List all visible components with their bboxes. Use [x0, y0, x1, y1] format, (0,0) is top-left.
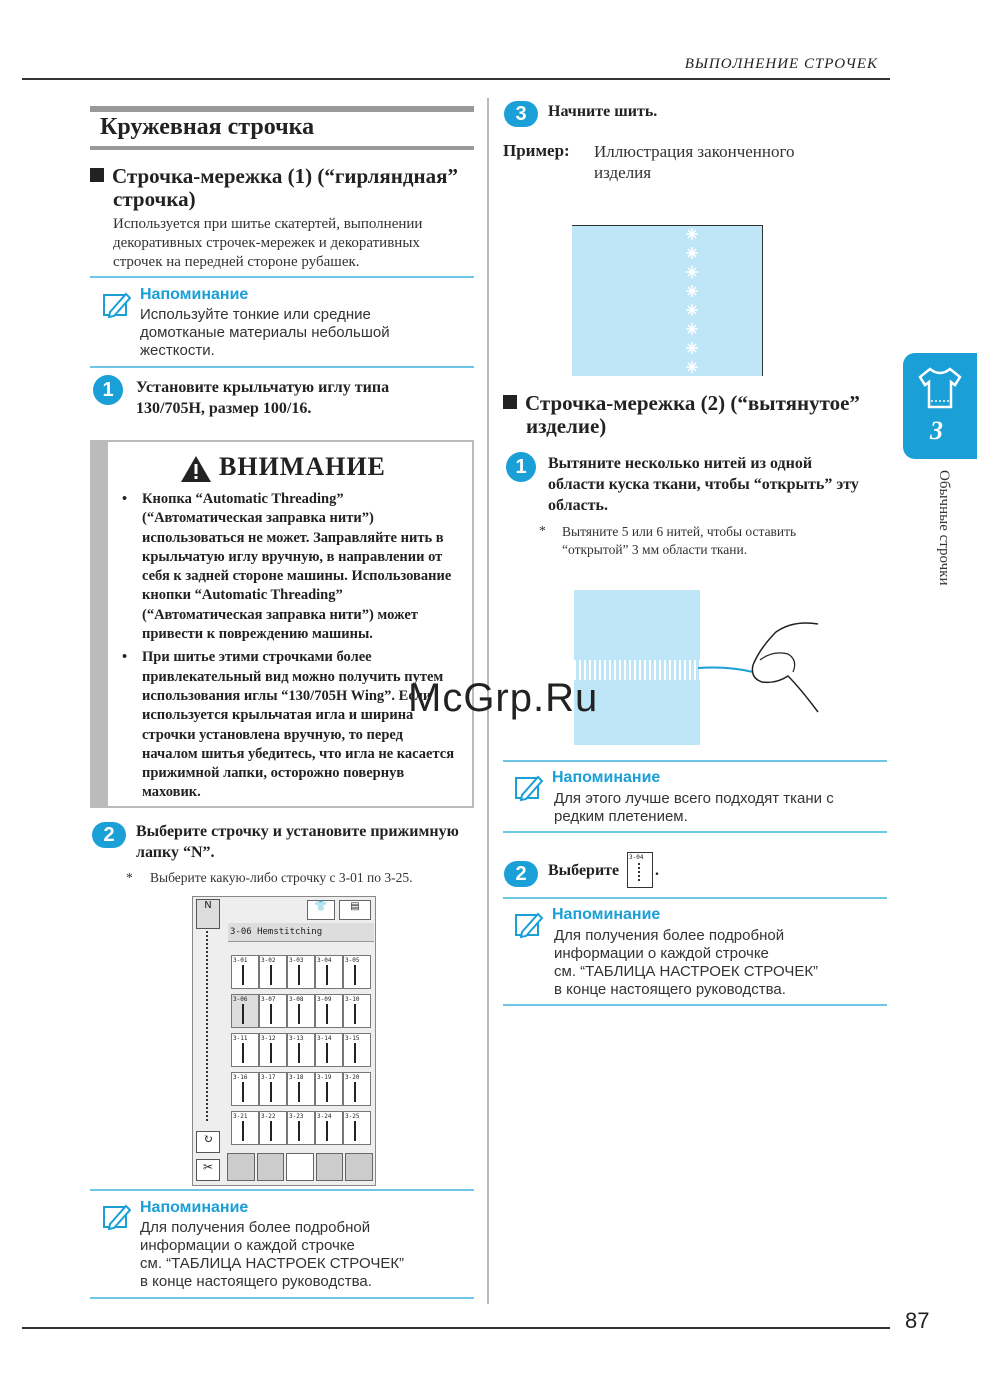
- section-bar-bottom: [90, 146, 474, 150]
- stitch-cell-label: 3-10: [345, 996, 360, 1003]
- stitch-glyph-icon: [354, 1043, 362, 1063]
- stitch-glyph-icon: [270, 1004, 278, 1024]
- warning-triangle-icon: [180, 455, 212, 483]
- stitch-cell[interactable]: [259, 1111, 287, 1145]
- subsection-title-2: Строчка-мережка (2) (“вытянутое” изделие): [503, 392, 860, 438]
- stitch-cell[interactable]: [287, 994, 315, 1028]
- stitch-cell[interactable]: [259, 1033, 287, 1067]
- step-note: Вытяните 5 или 6 нитей, чтобы оставить “открытой” 3 мм области ткани.: [562, 524, 797, 557]
- stitch-cell[interactable]: [231, 994, 259, 1028]
- stitch-glyph-icon: [298, 965, 306, 985]
- step-text: Вытяните несколько нитей из одной области куска ткани, чтобы “открыть” эту область.: [548, 455, 859, 514]
- stitch-cell-label: 3-22: [261, 1113, 276, 1120]
- stitch-glyph-icon: [270, 1121, 278, 1141]
- subsection-title-1: Строчка-мережка (1) (“гирляндная” строчка): [90, 165, 458, 211]
- stitch-cell-label: 3-04: [317, 957, 332, 964]
- stitch-cell[interactable]: [343, 994, 371, 1028]
- step-text: Начните шить.: [548, 103, 658, 120]
- category-tab[interactable]: [316, 1153, 344, 1181]
- pattern-menu-button[interactable]: ▤: [339, 900, 371, 920]
- stitch-cell[interactable]: [343, 1111, 371, 1145]
- stitch-cell[interactable]: [259, 955, 287, 989]
- page-number: 87: [905, 1308, 930, 1333]
- stitch-glyph-icon: [242, 1004, 250, 1024]
- hemstitch-pattern: [678, 226, 708, 376]
- stitch-cell-label: 3-08: [289, 996, 304, 1003]
- stitch-cell[interactable]: [259, 1072, 287, 1106]
- step-note: Выберите какую-либо строчку с 3-01 по 3-25.: [150, 870, 413, 885]
- stitch-cell[interactable]: [343, 1072, 371, 1106]
- shirt-button[interactable]: 👕: [307, 900, 335, 920]
- stitch-cell[interactable]: [231, 955, 259, 989]
- step-period: .: [655, 862, 659, 879]
- stitch-cell-label: 3-23: [289, 1113, 304, 1120]
- footer-rule: [22, 1327, 890, 1329]
- stitch-cell-label: 3-14: [317, 1035, 332, 1042]
- step-badge: 3: [504, 101, 538, 127]
- shirt-icon: [915, 363, 965, 411]
- stitch-cell-label: 3-20: [345, 1074, 360, 1081]
- note-rule: [503, 1004, 887, 1006]
- warning-item: • При шитье этими строчками более привлекательный вид можно получить путем использования иглы “130/705H Wing”. Если используется крыльчатая игла и ширина строчки установлена вручную, то перед началом шитья убедитесь, что игла не касается прижимной лапки, осторожно повернув маховик.: [122, 649, 455, 801]
- step-text: Выберите: [548, 862, 620, 879]
- step-badge: 2: [504, 861, 538, 887]
- stitch-glyph-icon: [242, 1043, 250, 1063]
- category-tab[interactable]: [227, 1153, 255, 1181]
- stitch-cell-label: 3-17: [261, 1074, 276, 1081]
- note-rule: [503, 897, 887, 899]
- stitch-cell-label: 3-07: [261, 996, 276, 1003]
- step-badge: 2: [92, 822, 126, 848]
- stitch-cell[interactable]: [315, 1033, 343, 1067]
- chapter-number: 3: [930, 416, 943, 445]
- stitch-glyph-icon: [354, 1004, 362, 1024]
- warning-list: [118, 490, 468, 807]
- stitch-glyph-icon: [242, 1121, 250, 1141]
- memo-pencil-icon: [102, 290, 132, 320]
- step-note-asterisk: *: [126, 870, 133, 885]
- stitch-name-display: 3-06 Hemstitching: [228, 923, 374, 942]
- memo-pencil-icon: [514, 910, 544, 940]
- step-text: Выберите строчку и установите прижимную лапку “N”.: [136, 823, 459, 861]
- stitch-cell-label: 3-18: [289, 1074, 304, 1081]
- note-title: Напоминание: [552, 906, 661, 923]
- stitch-cell[interactable]: [287, 1111, 315, 1145]
- note-rule: [90, 366, 474, 368]
- stitch-cell[interactable]: [287, 1033, 315, 1067]
- stitch-cell[interactable]: [287, 955, 315, 989]
- stitch-cell-label: 3-16: [233, 1074, 248, 1081]
- category-tab[interactable]: [257, 1153, 285, 1181]
- step-text: Установите крыльчатую иглу типа 130/705H, размер 100/16.: [136, 379, 390, 417]
- stitch-cell-label: 3-25: [345, 1113, 360, 1120]
- running-header: ВЫПОЛНЕНИЕ СТРОЧЕК: [684, 56, 878, 72]
- subsection-1-description: Используется при шитье скатертей, выполнении декоративных строчек-мережек и декоративных строчек на передней стороне рубашек.: [113, 216, 423, 270]
- stitch-glyph-icon: [354, 965, 362, 985]
- stitch-key-label: 3-04: [629, 854, 644, 861]
- stitch-cell-label: 3-21: [233, 1113, 248, 1120]
- stitch-cell-label: 3-02: [261, 957, 276, 964]
- stitch-glyph-icon: [242, 1082, 250, 1102]
- stitch-cell[interactable]: [231, 1072, 259, 1106]
- note-title: Напоминание: [552, 769, 661, 786]
- note-rule: [90, 1189, 474, 1191]
- stitch-3-04-key: [627, 852, 653, 888]
- finished-fabric-illustration: [572, 225, 763, 376]
- note-title: Напоминание: [140, 1199, 249, 1216]
- stitch-cell[interactable]: [315, 955, 343, 989]
- stitch-glyph-icon: [298, 1121, 306, 1141]
- stitch-cell-label: 3-01: [233, 957, 248, 964]
- step-note-asterisk: *: [539, 523, 546, 538]
- warning-item: • Кнопка “Automatic Threading” (“Автоматическая заправка нити”) использоваться не может. Заправляйте нить в крыльчатую иглу вручную, в направлении от себя к задней стороне машины. Использование кнопки “Automatic Threading” (“Автоматическая заправка нити”) может привести к повреждению машины.: [122, 491, 452, 643]
- stitch-cell[interactable]: [231, 1111, 259, 1145]
- stitch-glyph-icon: [354, 1082, 362, 1102]
- step-badge: 1: [93, 375, 123, 405]
- stitch-cell-label: 3-03: [289, 957, 304, 964]
- stitch-cell-label: 3-05: [345, 957, 360, 964]
- machine-lcd-screen: [192, 896, 376, 1186]
- reverse-icon[interactable]: ↻: [196, 1131, 220, 1153]
- stitch-cell-label: 3-06: [233, 996, 248, 1003]
- memo-pencil-icon: [102, 1202, 132, 1232]
- square-bullet-icon: [503, 395, 517, 409]
- stitch-cell-label: 3-24: [317, 1113, 332, 1120]
- stitch-glyph-icon: [326, 1043, 334, 1063]
- stitch-cell-label: 3-11: [233, 1035, 248, 1042]
- stitch-glyph-icon: [326, 965, 334, 985]
- note-rule: [503, 831, 887, 833]
- stitch-cell[interactable]: [315, 994, 343, 1028]
- presser-foot-n-icon: N: [196, 899, 220, 929]
- note-text: Используйте тонкие или средние домотканые материалы небольшой жесткости.: [140, 306, 390, 359]
- straight-stitch-icon: [638, 863, 640, 883]
- stitch-cell[interactable]: [343, 955, 371, 989]
- section-bar-top: [90, 106, 474, 112]
- category-tab[interactable]: [345, 1153, 373, 1181]
- pulled-threads-fabric: [574, 590, 700, 745]
- note-text: Для получения более подробной информации о каждой строчке см. “ТАБЛИЦА НАСТРОЕК СТРОЧЕК” в конце настоящего руководства.: [554, 927, 819, 998]
- header-rule: [22, 78, 890, 80]
- stitch-glyph-icon: [326, 1004, 334, 1024]
- stitch-glyph-icon: [270, 965, 278, 985]
- category-tabs: [227, 1153, 373, 1181]
- stitch-cell[interactable]: [315, 1072, 343, 1106]
- stitch-cell[interactable]: [259, 994, 287, 1028]
- stitch-cell-label: 3-09: [317, 996, 332, 1003]
- stitch-glyph-icon: [354, 1121, 362, 1141]
- scissors-icon[interactable]: ✂: [196, 1159, 220, 1181]
- stitch-cell[interactable]: [231, 1033, 259, 1067]
- stitch-cell[interactable]: [287, 1072, 315, 1106]
- warning-title: ВНИМАНИЕ: [219, 452, 386, 481]
- stitch-cell[interactable]: [315, 1111, 343, 1145]
- example-text: Иллюстрация законченного изделия: [594, 142, 795, 182]
- stitch-glyph-icon: [270, 1082, 278, 1102]
- category-tab-selected[interactable]: [286, 1153, 314, 1181]
- stitch-glyph-icon: [326, 1082, 334, 1102]
- stitch-glyph-icon: [298, 1043, 306, 1063]
- stitch-cell-label: 3-12: [261, 1035, 276, 1042]
- step-badge: 1: [506, 452, 536, 482]
- stitch-cell-label: 3-15: [345, 1035, 360, 1042]
- stitch-glyph-icon: [298, 1082, 306, 1102]
- stitch-glyph-icon: [326, 1121, 334, 1141]
- note-rule: [90, 276, 474, 278]
- example-label: Пример:: [503, 141, 570, 160]
- memo-pencil-icon: [514, 773, 544, 803]
- stitch-cell[interactable]: [343, 1033, 371, 1067]
- note-text: Для этого лучше всего подходят ткани с редким плетением.: [554, 790, 834, 825]
- stitch-glyph-icon: [242, 965, 250, 985]
- watermark: McGrp.Ru: [408, 676, 599, 720]
- hand-pulling-thread-icon: [698, 620, 820, 715]
- square-bullet-icon: [90, 168, 104, 182]
- stitch-glyph-icon: [298, 1004, 306, 1024]
- note-text: Для получения более подробной информации о каждой строчке см. “ТАБЛИЦА НАСТРОЕК СТРОЧЕК” в конце настоящего руководства.: [140, 1219, 405, 1290]
- stitch-preview: [206, 931, 208, 1121]
- stitch-cell-label: 3-19: [317, 1074, 332, 1081]
- note-rule: [503, 760, 887, 762]
- stitch-cell-label: 3-13: [289, 1035, 304, 1042]
- section-title: Кружевная строчка: [100, 114, 315, 140]
- stitch-glyph-icon: [270, 1043, 278, 1063]
- note-title: Напоминание: [140, 286, 249, 303]
- chapter-label: Обычные строчки: [936, 470, 952, 586]
- note-rule: [90, 1297, 474, 1299]
